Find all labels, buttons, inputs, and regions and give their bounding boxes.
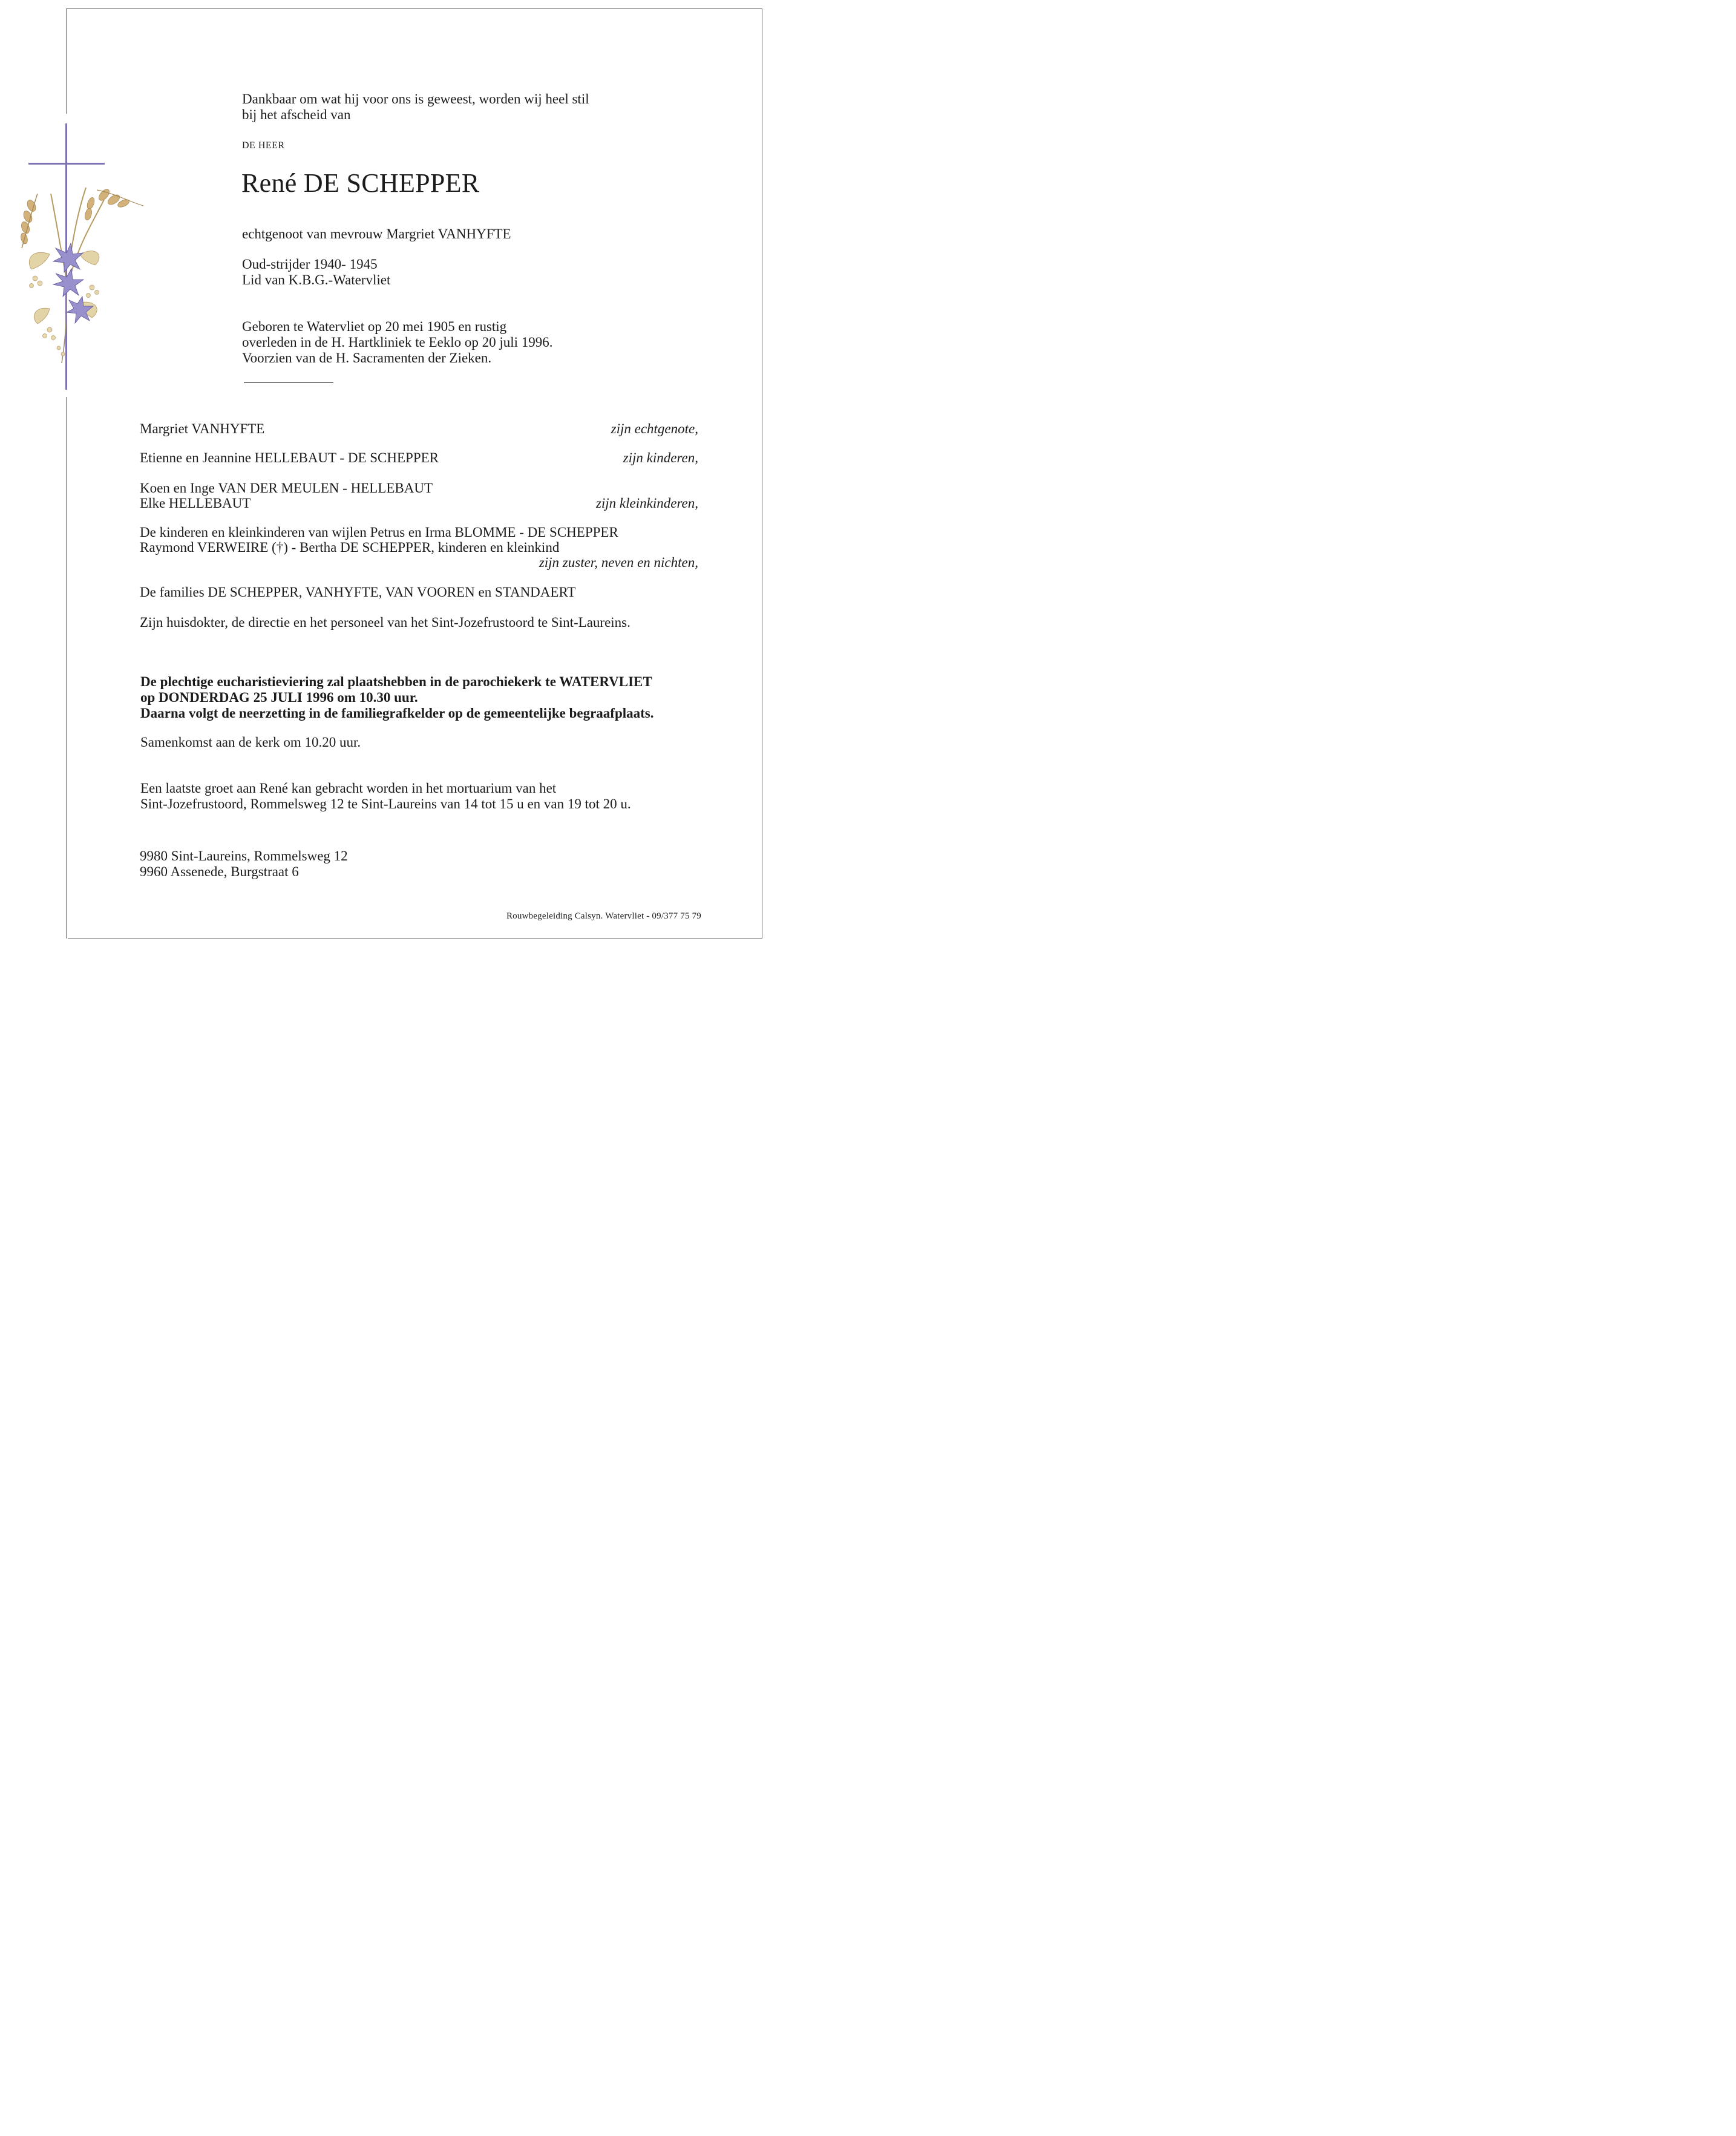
spouse-line: echtgenoot van mevrouw Margriet VANHYFTE	[242, 226, 511, 241]
border-left-lower	[66, 397, 67, 939]
address-line: 9980 Sint-Laureins, Rommelsweg 12	[140, 848, 348, 863]
family-staff: Zijn huisdokter, de directie en het personeel van het Sint-Jozefrustoord te Sint-Laureins.	[140, 615, 631, 630]
ceremony-line: Daarna volgt de neerzetting in de familiegrafkelder op de gemeentelijke begraafplaats.	[140, 706, 654, 721]
funeral-director-footer: Rouwbegeleiding Calsyn. Watervliet - 09/377 75 79	[506, 911, 701, 921]
family-children-name: Etienne en Jeannine HELLEBAUT - DE SCHEPPER	[140, 450, 439, 465]
ceremony-info	[140, 674, 654, 721]
details-line: Lid van K.B.G.-Watervliet	[242, 272, 391, 287]
family-grandchildren-relation: zijn kleinkinderen,	[595, 496, 698, 511]
title-prefix: DE HEER	[242, 140, 285, 151]
intro-line: bij het afscheid van	[242, 107, 351, 122]
family-spouse-name: Margriet VANHYFTE	[140, 421, 265, 436]
family-sister-relation: zijn zuster, neven en nichten,	[539, 555, 698, 570]
intro-text	[242, 91, 589, 123]
farewell-line: Een laatste groet aan René kan gebracht worden in het mortuarium van het	[140, 781, 557, 796]
details	[242, 257, 390, 288]
cross-bar	[28, 163, 105, 165]
ceremony-line: op DONDERDAG 25 JULI 1996 om 10.30 uur.	[140, 690, 418, 705]
birth-death-line: overleden in de H. Hartkliniek te Eeklo op 20 juli 1996.	[242, 335, 553, 350]
family-sister-line: De kinderen en kleinkinderen van wijlen Petrus en Irma BLOMME - DE SCHEPPER	[140, 525, 618, 540]
family-children-relation: zijn kinderen,	[623, 450, 698, 465]
farewell-line: Sint-Jozefrustoord, Rommelsweg 12 te Sint-Laureins van 14 tot 15 u en van 19 tot 20 u.	[140, 796, 631, 811]
border-bottom	[68, 938, 762, 939]
birth-death-line: Voorzien van de H. Sacramenten der Zieken.	[242, 350, 492, 365]
divider	[244, 382, 333, 383]
gathering-text: Samenkomst aan de kerk om 10.20 uur.	[140, 735, 361, 750]
farewell-text	[140, 781, 631, 812]
birth-death	[242, 319, 553, 366]
border-left-upper	[66, 8, 67, 114]
family-sister-line: Raymond VERWEIRE (†) - Bertha DE SCHEPPER, kinderen en kleinkind	[140, 540, 560, 555]
wheat-flower-illustration-icon	[13, 182, 152, 369]
family-families: De families DE SCHEPPER, VANHYFTE, VAN VOOREN en STANDAERT	[140, 585, 576, 600]
family-grandchildren-line: Elke HELLEBAUT	[140, 496, 251, 511]
intro-line: Dankbaar om wat hij voor ons is geweest, worden wij heel stil	[242, 91, 589, 106]
addresses	[140, 848, 348, 880]
deceased-name: René DE SCHEPPER	[241, 168, 480, 198]
birth-death-line: Geboren te Watervliet op 20 mei 1905 en rustig	[242, 319, 507, 334]
ceremony-line: De plechtige eucharistieviering zal plaatshebben in de parochiekerk te WATERVLIET	[140, 674, 652, 689]
details-line: Oud-strijder 1940- 1945	[242, 257, 378, 272]
family-spouse-relation: zijn echtgenote,	[611, 421, 698, 436]
border-top	[67, 8, 762, 9]
address-line: 9960 Assenede, Burgstraat 6	[140, 864, 299, 879]
family-grandchildren-line: Koen en Inge VAN DER MEULEN - HELLEBAUT	[140, 480, 433, 496]
